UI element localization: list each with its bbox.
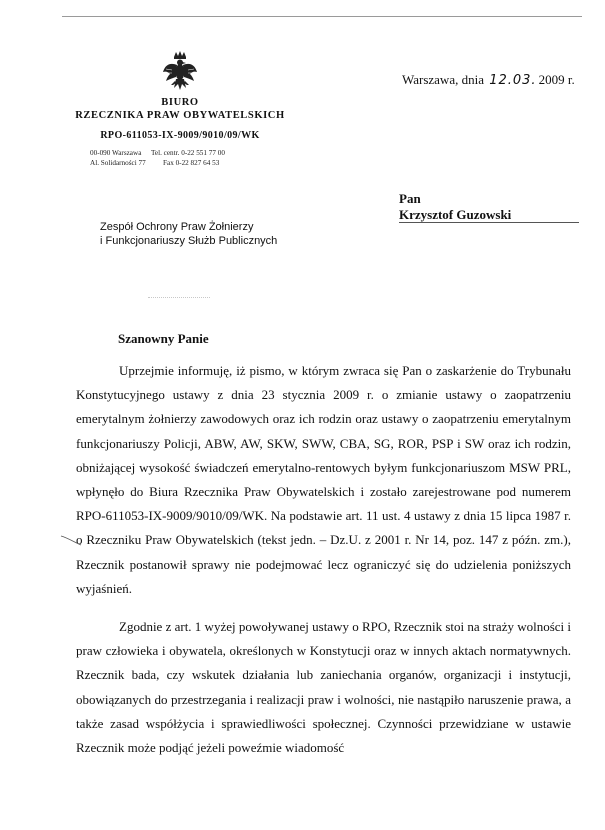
office-contact	[151, 148, 225, 168]
margin-pen-mark	[60, 534, 82, 546]
department-line1: Zespół Ochrony Praw Żołnierzy	[100, 221, 254, 233]
letter-body	[76, 359, 571, 760]
fax-number: Fax 0-22 827 64 53	[163, 159, 220, 167]
department-block	[100, 221, 277, 248]
letter-date	[402, 72, 575, 88]
eagle-emblem-icon	[162, 50, 198, 94]
recipient-block	[399, 191, 511, 223]
greeting: Szanowny Panie	[118, 331, 209, 346]
recipient-title: Pan	[399, 191, 421, 206]
recipient-name: Krzysztof Guzowski	[399, 207, 512, 222]
address-line: Al. Solidarności 77	[90, 159, 146, 167]
handwritten-date: 12.03.	[489, 73, 537, 88]
recipient-underline	[399, 222, 579, 223]
body-paragraph: Zgodnie z art. 1 wyżej powoływanej ustawy o RPO, Rzecznik stoi na straży wolności i praw człowieka i obywatela, określonych w Konstytucji oraz w innych aktach normatywnych. Rzecznik bada, czy wskutek działania lub zaniechania organów, organizacji i instytucji, obowiązanych do przestrzegania i realizacji praw i wolności, nie nastąpiło naruszenie prawa, a także zasad współżycia i sprawiedliwości społecznej. Czynności przewidziane w ustawie Rzecznik może podjąć jeżeli poweźmie wiadomość	[76, 619, 572, 756]
department-line2: i Funkcjonariuszy Służb Publicznych	[100, 234, 278, 247]
date-suffix: 2009 r.	[538, 72, 575, 87]
office-name-line2: RZECZNIKA PRAW OBYWATELSKICH	[75, 110, 285, 121]
body-paragraph: Uprzejmie informuję, iż pismo, w którym zwraca się Pan o zaskarżenie do Trybunału Konstytucyjnego ustawy z dnia 23 stycznia 2009 r. o zmianie ustawy o zaopatrzeniu emerytalnym żołnierzy zawodowych oraz ich rodzin oraz ustawy o zaopatrzeniu emerytalnym funkcjonariuszy Policji, ABW, AW, SKW, SWW, CBA, SG, ROR, PSP i SW oraz ich rodzin, obniżającej wysokość świadczeń emerytalno-rentowych byłym funkcjonariuszom MSW PRL, wpłynęło do Biura Rzecznika Praw Obywatelskich i zostało zarejestrowane pod numerem RPO-611053-IX-9009/9010/09/WK. Na podstawie art. 11 ust. 4 ustawy z dnia 15 lipca 1987 r. o Rzeczniku Praw Obywatelskich (tekst jedn. – Dz.U. z 2001 r. Nr 14, poz. 147 z późn. zm.), Rzecznik postanowił sprawy nie podejmować lecz ograniczyć się do udzielenia poniższych wyjaśnień.	[76, 363, 571, 596]
faint-scan-marks	[148, 297, 210, 298]
phone-number: Tel. centr. 0-22 551 77 00	[151, 149, 225, 157]
office-address	[90, 148, 146, 168]
date-prefix: Warszawa, dnia	[402, 72, 484, 87]
case-number: RPO-611053-IX-9009/9010/09/WK	[100, 130, 260, 141]
office-header	[60, 96, 300, 142]
office-name-line1: BIURO	[161, 97, 199, 108]
address-line: 00-090 Warszawa	[90, 149, 142, 157]
top-divider	[62, 16, 582, 17]
